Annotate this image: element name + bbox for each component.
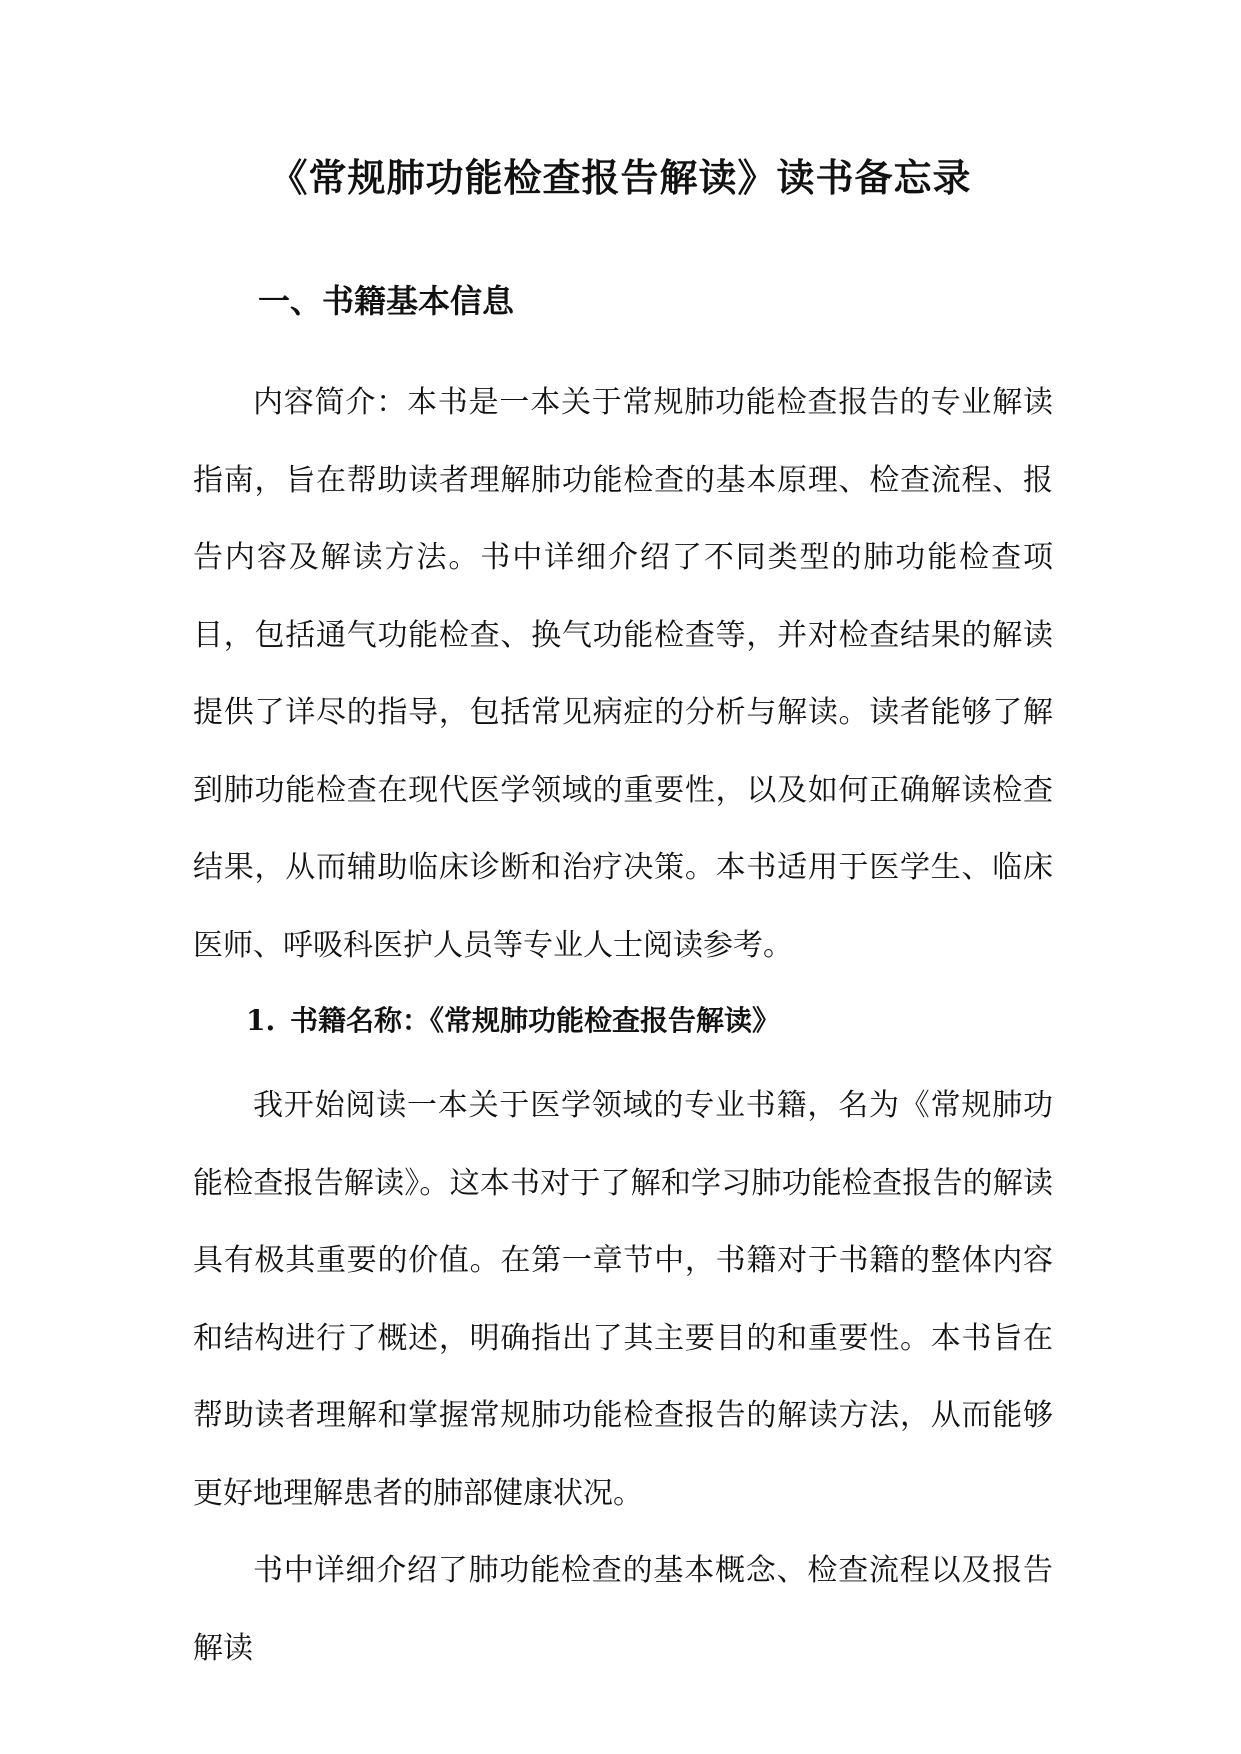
section-heading-basic-info: 一、书籍基本信息 bbox=[258, 282, 515, 320]
subsection-number: 1. bbox=[246, 1004, 276, 1037]
document-title: 《常规肺功能检查报告解读》读书备忘录 bbox=[269, 155, 972, 200]
body-paragraph-1: 我开始阅读一本关于医学领域的专业书籍，名为《常规肺功能检查报告解读》。这本书对于了解和学习肺功能检查报告的解读具有极其重要的价值。在第一章节中，书籍对于书籍的整体内容和结构进行了概述，明确指出了其主要目的和重要性。本书旨在帮助读者理解和掌握常规肺功能检查报告的解读方法，从而能够更好地理解患者的肺部健康状况。 bbox=[193, 1088, 1053, 1511]
body-paragraph-2: 书中详细介绍了肺功能检查的基本概念、检查流程以及报告解读 bbox=[193, 1553, 1053, 1666]
subsection-heading-book-name bbox=[246, 998, 780, 1044]
content-summary-paragraph: 内容简介：本书是一本关于常规肺功能检查报告的专业解读指南，旨在帮助读者理解肺功能检查的基本原理、检查流程、报告内容及解读方法。书中详细介绍了不同类型的肺功能检查项目，包括通气功能检查、换气功能检查等，并对检查结果的解读提供了详尽的指导，包括常见病症的分析与解读。读者能够了解到肺功能检查在现代医学领域的重要性，以及如何正确解读检查结果，从而辅助临床诊断和治疗决策。本书适用于医学生、临床医师、呼吸科医护人员等专业人士阅读参考。 bbox=[193, 385, 1053, 963]
subsection-heading-text: 书籍名称：《常规肺功能检查报告解读》 bbox=[290, 1004, 781, 1037]
